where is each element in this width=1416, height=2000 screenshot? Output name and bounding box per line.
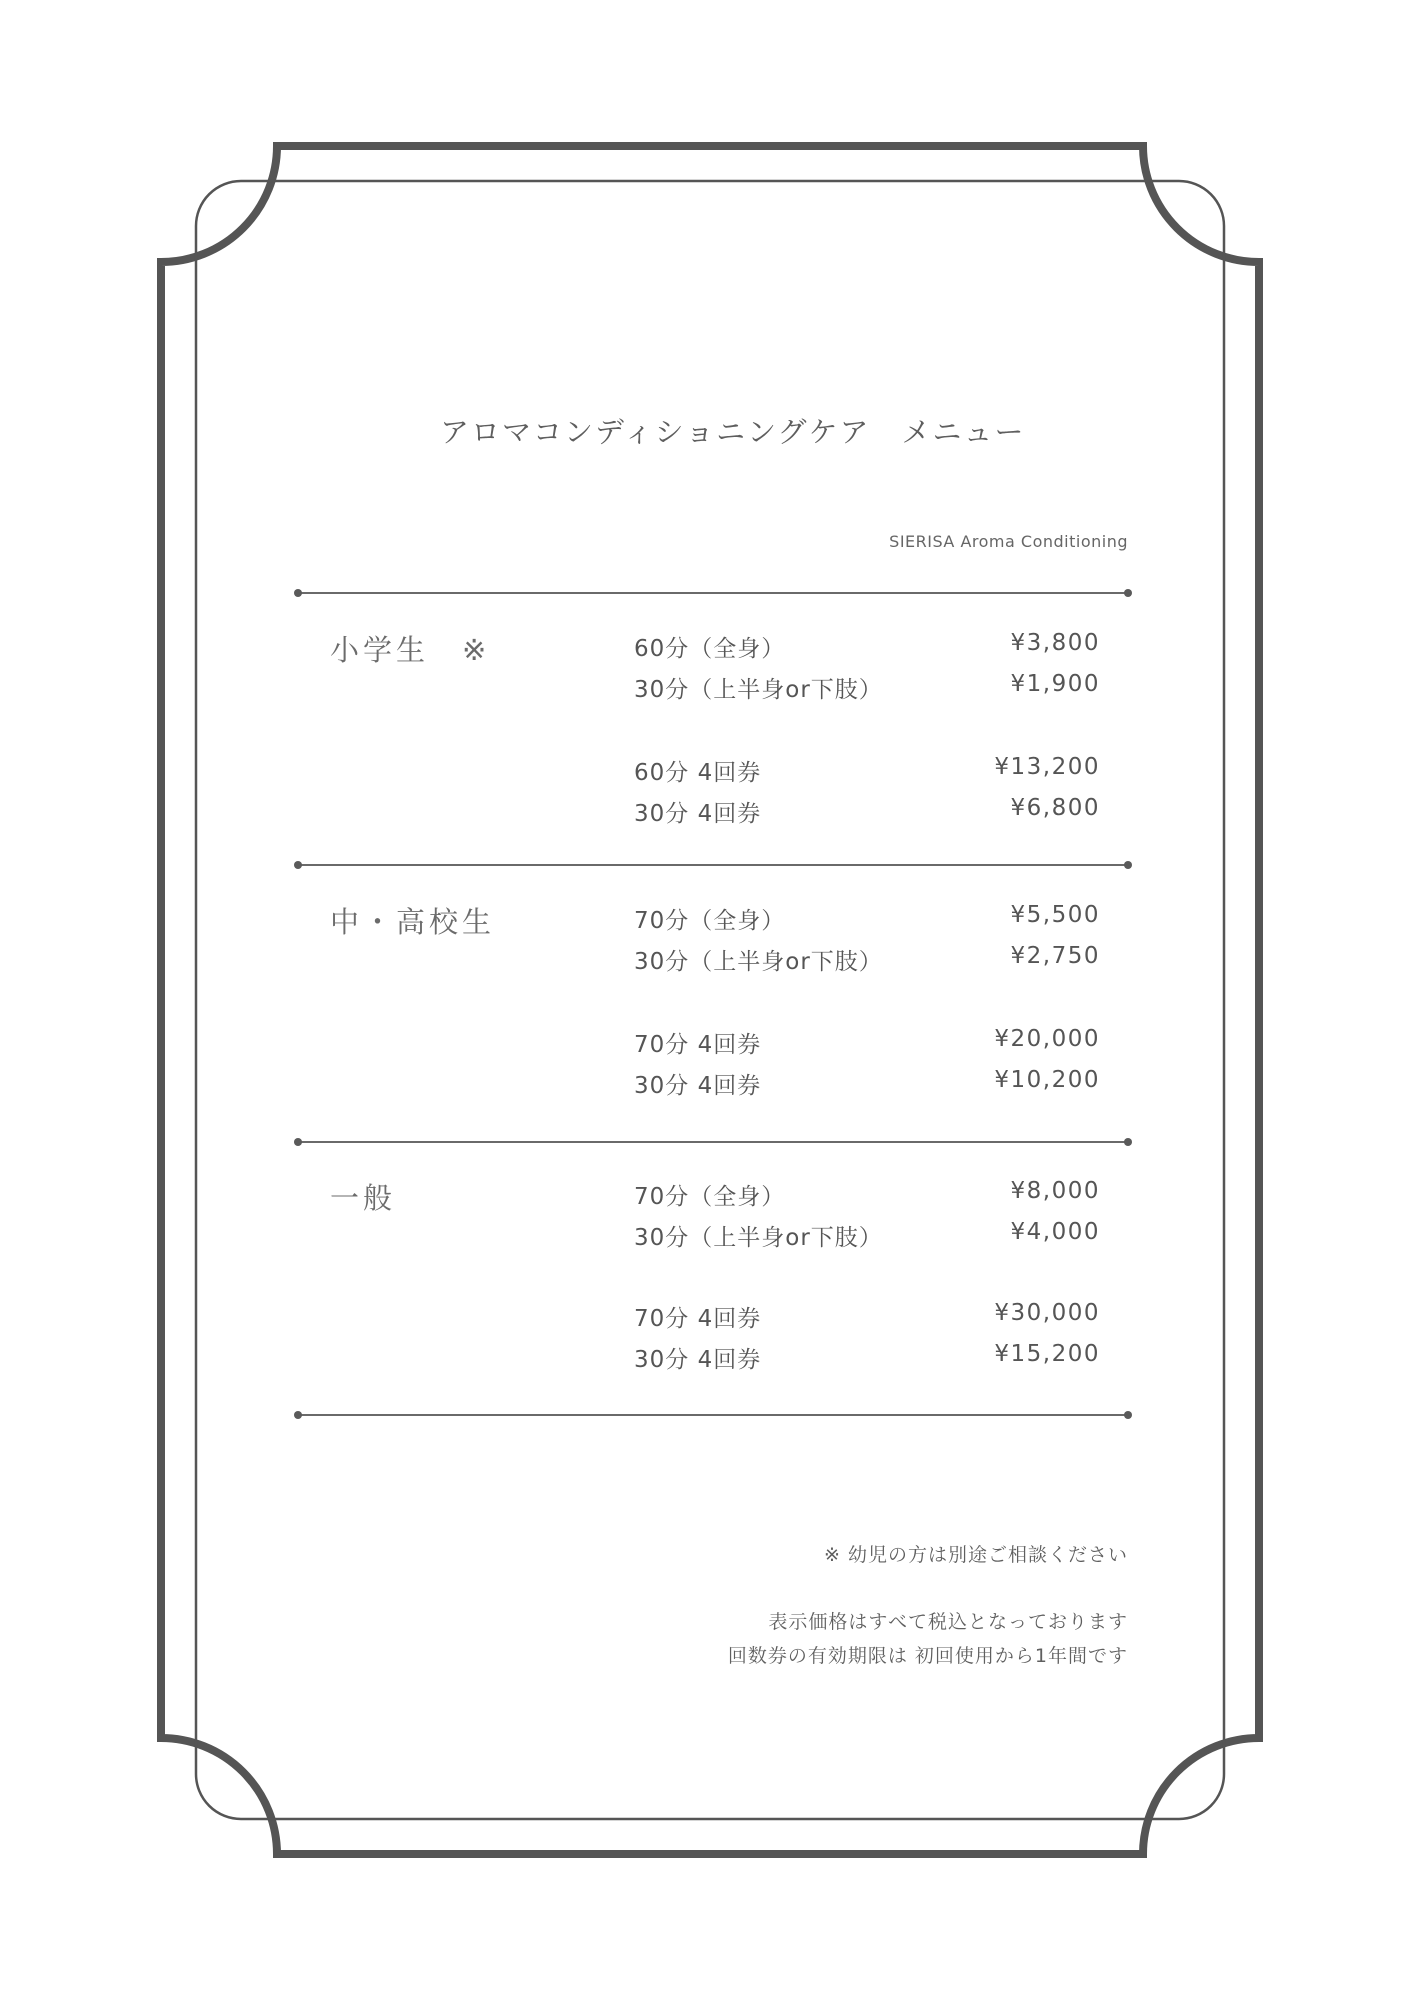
menu-item-price: ¥30,000 (994, 1300, 1100, 1326)
menu-item-label: 60分（全身） (634, 636, 786, 662)
menu-item-label: 30分 4回券 (634, 801, 762, 827)
menu-item-label: 30分 4回券 (634, 1073, 762, 1099)
divider-bottom (298, 1414, 1128, 1416)
menu-item-price: ¥8,000 (1010, 1178, 1100, 1204)
menu-item-label: 70分（全身） (634, 1184, 786, 1210)
menu-item-label: 70分（全身） (634, 908, 786, 934)
outer-border (161, 146, 1259, 1854)
category-general: 一般 (330, 1181, 397, 1215)
category-secondary: 中・高校生 (330, 905, 496, 939)
category-elementary: 小学生 ※ (330, 633, 491, 667)
note-infants: ※ 幼児の方は別途ご相談ください (824, 1544, 1128, 1566)
menu-item-label: 70分 4回券 (634, 1032, 762, 1058)
menu-item-price: ¥4,000 (1010, 1219, 1100, 1245)
divider (298, 864, 1128, 866)
menu-item-price: ¥2,750 (1010, 943, 1100, 969)
menu-title: アロマコンディショニングケア メニュー (440, 415, 1026, 449)
menu-item-price: ¥20,000 (994, 1026, 1100, 1052)
menu-item-label: 30分（上半身or下肢） (634, 1225, 883, 1251)
menu-item-price: ¥1,900 (1010, 671, 1100, 697)
divider (298, 1141, 1128, 1143)
menu-item-label: 30分（上半身or下肢） (634, 949, 883, 975)
menu-item-price: ¥5,500 (1010, 902, 1100, 928)
menu-item-price: ¥13,200 (994, 754, 1100, 780)
menu-item-price: ¥6,800 (1010, 795, 1100, 821)
menu-item-label: 60分 4回券 (634, 760, 762, 786)
menu-item-price: ¥3,800 (1010, 630, 1100, 656)
note-tax-included: 表示価格はすべて税込となっております (768, 1611, 1128, 1633)
menu-subtitle: SIERISA Aroma Conditioning (889, 532, 1128, 551)
menu-item-price: ¥15,200 (994, 1341, 1100, 1367)
menu-item-label: 70分 4回券 (634, 1306, 762, 1332)
menu-item-label: 30分 4回券 (634, 1347, 762, 1373)
divider-top (298, 592, 1128, 594)
note-ticket-validity: 回数券の有効期限は 初回使用から1年間です (727, 1645, 1128, 1667)
menu-item-price: ¥10,200 (994, 1067, 1100, 1093)
menu-item-label: 30分（上半身or下肢） (634, 677, 883, 703)
